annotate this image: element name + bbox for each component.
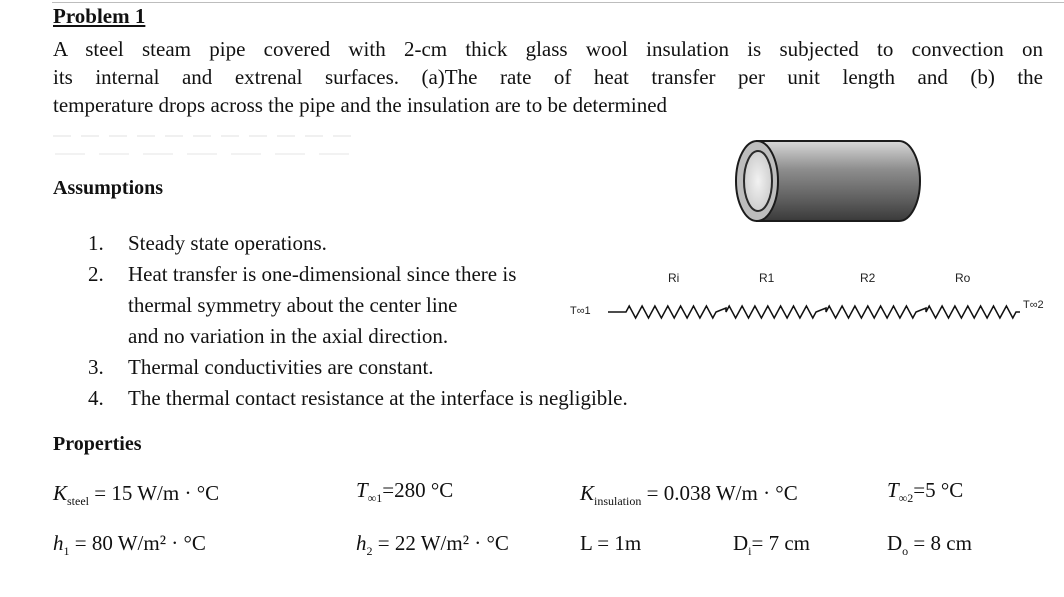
prop-k-steel: $K_{steel} = 15$ W/m · °C — [53, 481, 220, 509]
prop-di: $D_i= 7$ cm — [733, 531, 811, 559]
top-rule — [52, 2, 1064, 3]
t-inf1-label: T∞1 — [570, 305, 591, 317]
prop-t-inf2: $T_{\infty 2}=5$ °C — [887, 478, 964, 506]
pipe-illustration — [733, 138, 923, 224]
problem-statement — [53, 35, 1043, 119]
prop-h2: $h_2 = 22$ W/m² · °C — [356, 531, 509, 559]
prop-t-inf1: $T_{\infty 1}=280$ °C — [356, 478, 454, 506]
list-item: 2. Heat transfer is one-dimensional since there is thermal symmetry about the center line and no variation in the axial direction. — [88, 262, 517, 348]
properties-heading: Properties — [53, 433, 142, 455]
resistor-label-r2: R2 — [860, 271, 876, 285]
prop-k-insulation: $K_{insulation} = 0.038$ W/m · °C — [580, 481, 798, 509]
t-inf2-label: T∞2 — [1023, 299, 1044, 311]
prop-h1: $h_1 = 80$ W/m² · °C — [53, 531, 206, 559]
prop-do: $D_o = 8$ cm — [887, 531, 972, 559]
resistor-label-ri: Ri — [668, 271, 680, 285]
thermal-resistance-circuit — [568, 262, 1058, 332]
faint-artifact — [53, 131, 353, 141]
statement-line-1: A steel steam pipe covered with 2-cm thick glass wool insulation is subjected to convection on — [53, 37, 1043, 61]
statement-line-2: its internal and extrenal surfaces. (a)The rate of heat transfer per unit length and (b) the — [53, 65, 1043, 89]
resistor-label-r1: R1 — [759, 271, 775, 285]
list-item: 4. The thermal contact resistance at the interface is negligible. — [88, 386, 628, 410]
assumptions-heading: Assumptions — [53, 177, 164, 199]
problem-title: Problem 1 — [53, 4, 146, 28]
list-item: 3. Thermal conductivities are constant. — [88, 355, 434, 379]
assumptions-list — [88, 228, 628, 414]
faint-artifact-2 — [55, 150, 355, 158]
resistor-chain — [608, 306, 1020, 318]
statement-line-3: temperature drops across the pipe and the insulation are to be determined — [53, 93, 668, 117]
resistor-label-ro: Ro — [955, 271, 971, 285]
list-item: 1. Steady state operations. — [88, 231, 327, 255]
prop-length: L = 1m — [580, 531, 642, 555]
